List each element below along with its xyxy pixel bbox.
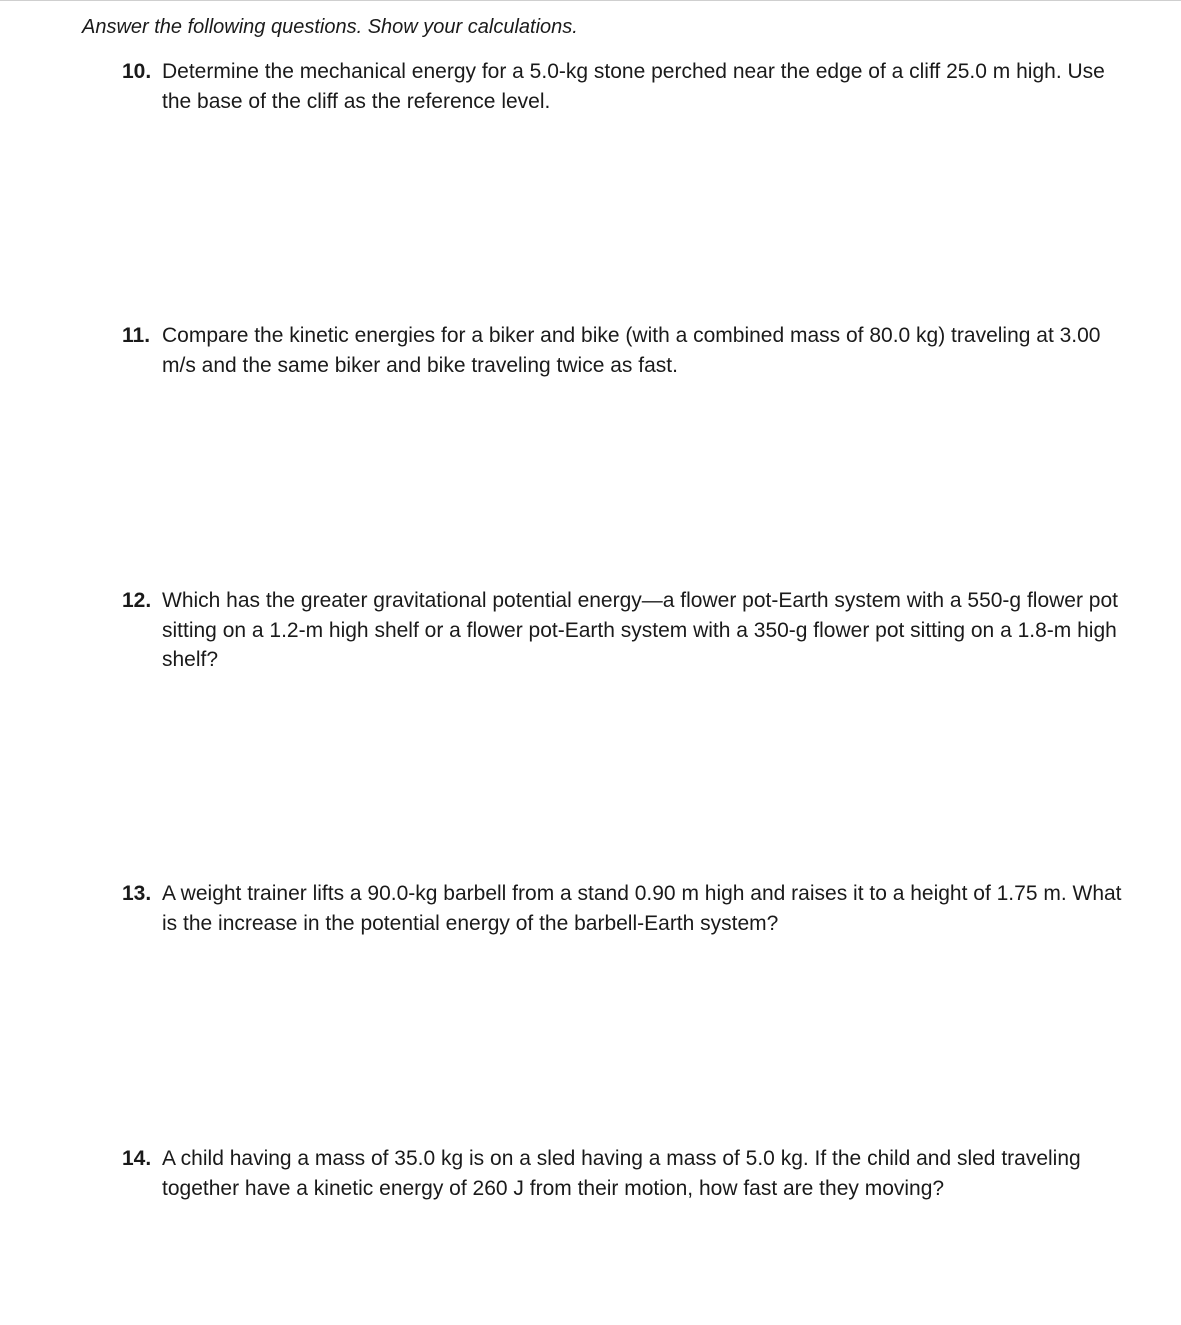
question-number: 13. (122, 882, 152, 905)
question-11 (122, 321, 1122, 380)
instructions-heading: Answer the following questions. Show your calculations. (82, 16, 578, 38)
question-number: 12. (122, 589, 152, 612)
question-text: Determine the mechanical energy for a 5.0-kg stone perched near the edge of a cliff 25.0 m high. Use the base of the cliff as the reference level. (162, 60, 1105, 113)
question-number: 10. (122, 60, 152, 83)
question-10 (122, 57, 1122, 116)
question-number: 14. (122, 1147, 152, 1170)
question-text: A child having a mass of 35.0 kg is on a sled having a mass of 5.0 kg. If the child and sled traveling together have a kinetic energy of 260 J from their motion, how fast are they moving? (162, 1147, 1081, 1200)
question-13 (122, 879, 1122, 938)
question-14 (122, 1144, 1122, 1203)
question-text: Which has the greater gravitational potential energy—a flower pot-Earth system with a 550-g flower pot sitting on a 1.2-m high shelf or a flower pot-Earth system with a 350-g flower pot sitting on a 1.8-m high shelf? (162, 589, 1118, 671)
page-top-rule (0, 0, 1181, 1)
question-12 (122, 586, 1122, 675)
question-number: 11. (122, 324, 151, 347)
question-text: A weight trainer lifts a 90.0-kg barbell from a stand 0.90 m high and raises it to a height of 1.75 m. What is the increase in the potential energy of the barbell-Earth system? (162, 882, 1122, 935)
question-text: Compare the kinetic energies for a biker and bike (with a combined mass of 80.0 kg) traveling at 3.00 m/s and the same biker and bike traveling twice as fast. (162, 324, 1101, 377)
